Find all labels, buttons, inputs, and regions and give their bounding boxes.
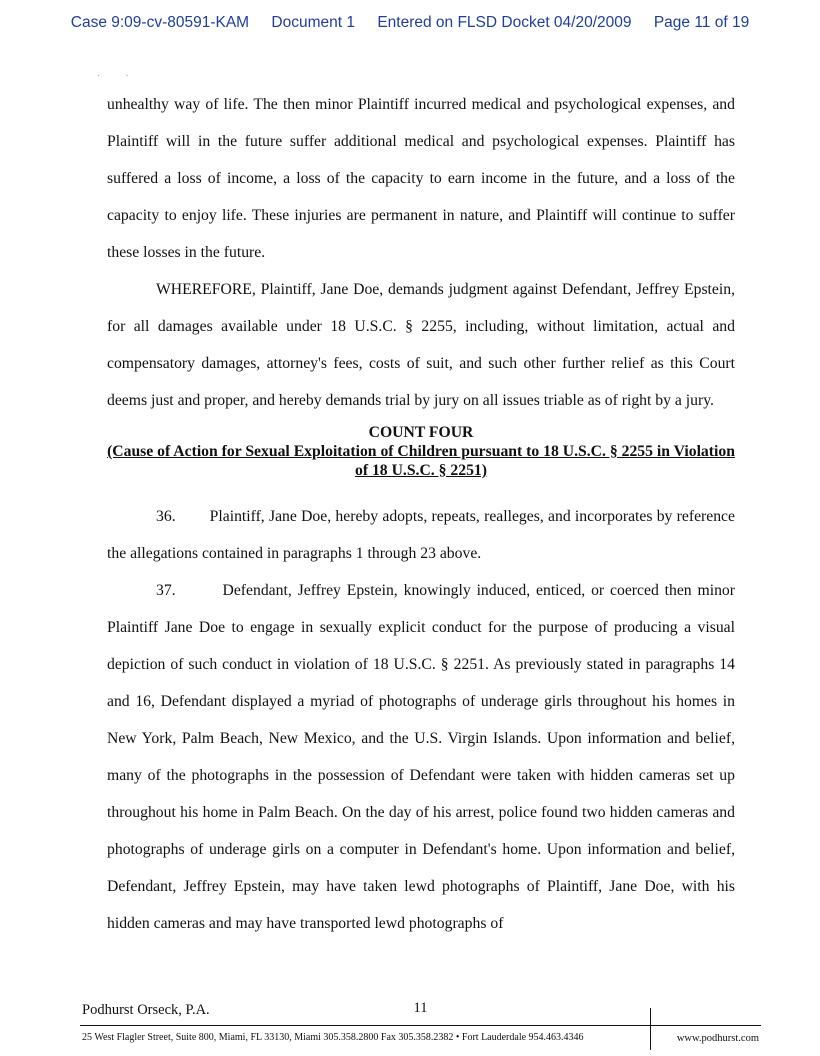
count-subtitle: (Cause of Action for Sexual Exploitation of Children pursuant to 18 U.S.C. § 2255 in Violation of 18 U.S.C. § 2251) — [107, 443, 735, 479]
footer-rule — [80, 1025, 761, 1026]
paragraph-36: 36. Plaintiff, Jane Doe, hereby adopts, repeats, realleges, and incorporates by reference the allegations contained in paragraphs 1 through 23 above. — [107, 508, 739, 562]
docket-header — [0, 14, 820, 32]
firm-website: www.podhurst.com — [676, 1033, 759, 1044]
document-body — [107, 86, 739, 942]
footer-divider — [650, 1008, 651, 1050]
paragraph-continued: unhealthy way of life. The then minor Plaintiff incurred medical and psychological expenses, and Plaintiff will in the future suffer additional medical and psychological expenses. Plaintiff has suffered a loss of income, a loss of the capacity to earn income in the future, and a loss of the capacity to enjoy life. These injuries are permanent in nature, and Plaintiff will continue to suffer these losses in the future. — [107, 96, 735, 261]
scan-specks: · · — [97, 70, 129, 81]
count-heading — [107, 423, 735, 480]
firm-address: 25 West Flagler Street, Suite 800, Miami, FL 33130, Miami 305.358.2800 Fax 305.358.2382 • Fort Lauderdale 954.463.4346 — [82, 1032, 584, 1043]
docket-entry: Entered on FLSD Docket 04/20/2009 — [377, 14, 632, 31]
firm-name: Podhurst Orseck, P.A. — [82, 1002, 210, 1018]
count-title: COUNT FOUR — [368, 424, 474, 441]
case-number: Case 9:09-cv-80591-KAM — [70, 14, 250, 31]
document-number: Document 1 — [271, 14, 355, 31]
paragraph-37: 37. Defendant, Jeffrey Epstein, knowingly induced, enticed, or coerced then minor Plaintiff Jane Doe to engage in sexually explicit conduct for the purpose of producing a visual depiction of such conduct in violation of 18 U.S.C. § 2251. As previously stated in paragraphs 14 and 16, Defendant displayed a myriad of photographs of underage girls throughout his homes in New York, Palm Beach, New Mexico, and the U.S. Virgin Islands. Upon information and belief, many of the photographs in the possession of Defendant were taken with hidden cameras set up throughout his home in Palm Beach. On the day of his arrest, police found two hidden cameras and photographs of underage girls on a computer in Defendant's home. Upon information and belief, Defendant, Jeffrey Epstein, may have taken lewd photographs of Plaintiff, Jane Doe, with his hidden cameras and may have transported lewd photographs of — [107, 582, 739, 932]
page-count: Page 11 of 19 — [653, 14, 750, 31]
page-number: 11 — [413, 1000, 428, 1016]
paragraph-wherefore: WHEREFORE, Plaintiff, Jane Doe, demands judgment against Defendant, Jeffrey Epstein, for all damages available under 18 U.S.C. § 2255, including, without limitation, actual and compensatory damages, attorney's fees, costs of suit, and such other further relief as this Court deems just and proper, and hereby demands trial by jury on all issues triable as of right by a jury. — [107, 281, 735, 409]
